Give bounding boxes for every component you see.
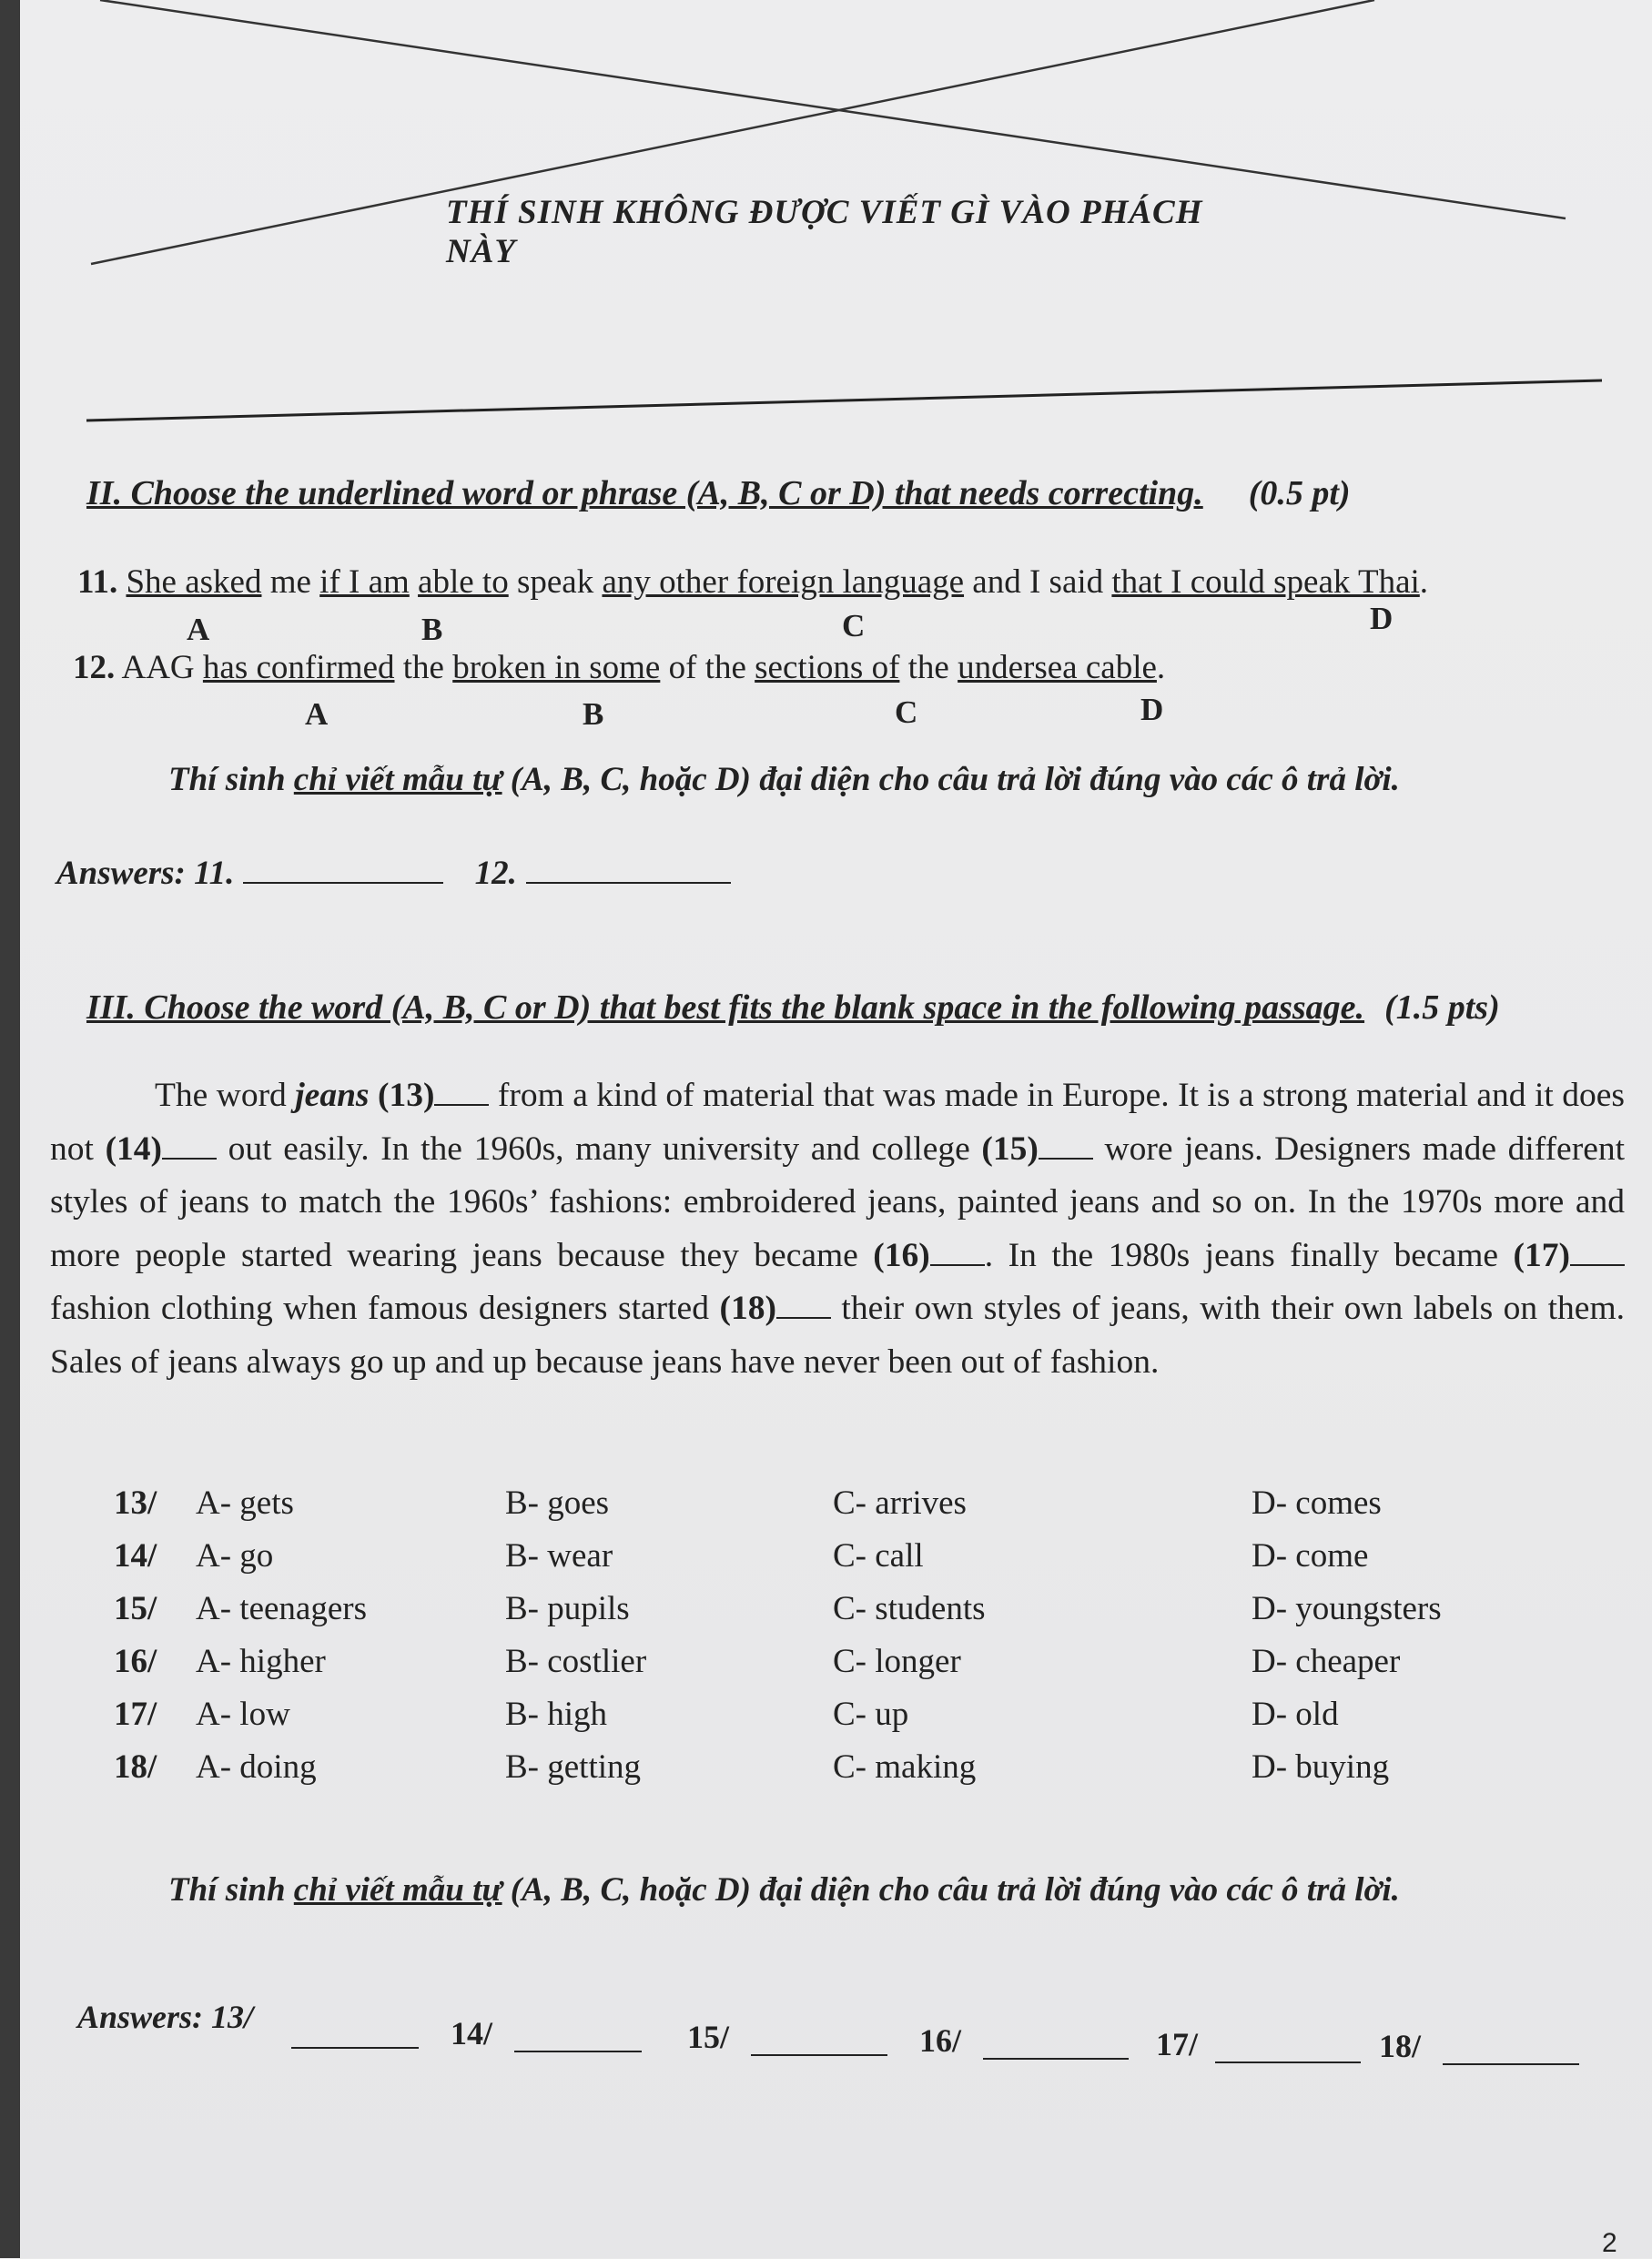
question-12 — [73, 648, 1165, 687]
q12-text: AAG — [121, 649, 203, 686]
option-d[interactable]: D- cheaper — [1252, 1643, 1401, 1680]
answer-blank-14[interactable] — [514, 2049, 642, 2052]
q11-text: . — [1419, 563, 1429, 601]
answers-label-14: 14/ — [451, 2015, 493, 2051]
instruction-text: Thí sinh — [168, 761, 294, 798]
q11-text: me — [261, 563, 320, 601]
option-question-number: 15/ — [114, 1590, 157, 1627]
q12-label-b: B — [583, 696, 604, 732]
q11-label-d: D — [1370, 601, 1394, 636]
q12-option-b-text: broken in some — [452, 649, 661, 686]
q11-option-b2-text: able to — [418, 563, 509, 601]
blank-18[interactable] — [776, 1316, 831, 1319]
instruction-emphasis: chỉ viết mẫu tự — [293, 1871, 502, 1909]
passage-text: . In the 1980s jeans finally became — [984, 1236, 1514, 1274]
question-11-number: 11. — [77, 563, 118, 601]
option-question-number: 17/ — [114, 1696, 157, 1733]
option-d[interactable]: D- youngsters — [1252, 1590, 1442, 1627]
instruction-text: Thí sinh — [168, 1871, 294, 1909]
instruction-text: (A, B, C, hoặc D) đại diện cho câu trả lời đúng vào các ô trả lời. — [502, 1871, 1400, 1909]
page-number: 2 — [1602, 2228, 1617, 2258]
blank-15-label: (15) — [981, 1130, 1039, 1168]
answers-label-16: 16/ — [919, 2022, 962, 2059]
instruction-text: (A, B, C, hoặc D) đại diện cho câu trả lời đúng vào các ô trả lời. — [502, 761, 1400, 798]
section-3-answers — [77, 1998, 1625, 2071]
passage-text: The word — [155, 1077, 296, 1114]
option-a[interactable]: A- higher — [196, 1643, 326, 1680]
section-2-answers — [56, 854, 731, 893]
blank-14-label: (14) — [105, 1130, 163, 1168]
passage-text: fashion clothing when famous designers started — [50, 1290, 720, 1327]
q12-option-a-text: has confirmed — [202, 649, 395, 686]
q12-label-d: D — [1140, 692, 1164, 727]
instruction-emphasis: chỉ viết mẫu tự — [293, 761, 502, 798]
option-c[interactable]: C- making — [833, 1748, 977, 1786]
option-question-number: 18/ — [114, 1748, 157, 1786]
answer-blank-16[interactable] — [983, 2056, 1129, 2060]
q12-label-a: A — [305, 696, 329, 732]
option-b[interactable]: B- high — [505, 1696, 608, 1733]
option-c[interactable]: C- up — [833, 1696, 909, 1733]
section-3-points: (1.5 pts) — [1384, 988, 1500, 1027]
option-a[interactable]: A- go — [196, 1537, 274, 1575]
question-11 — [77, 562, 1428, 602]
options-row-16 — [114, 1642, 1525, 1695]
q12-option-c-text: sections of — [755, 649, 900, 686]
option-c[interactable]: C- call — [833, 1537, 924, 1575]
options-row-18 — [114, 1747, 1525, 1800]
options-row-13 — [114, 1484, 1525, 1536]
option-c[interactable]: C- longer — [833, 1643, 961, 1680]
q11-text: and I said — [964, 563, 1112, 601]
section-2-points: (0.5 pt) — [1248, 474, 1351, 512]
passage-text: wore jeans. Designers made different styles of jeans to match the 1960s’ fashions: embroidered jeans, painted jeans and so on. In the 1970s more and more people started wearing jeans because they became — [50, 1130, 1626, 1274]
blank-14[interactable] — [162, 1157, 217, 1160]
section-2-heading-text: II. Choose the underlined word or phrase (A, B, C or D) that needs correcting. — [86, 474, 1203, 512]
option-d[interactable]: D- old — [1252, 1696, 1339, 1733]
question-12-number: 12. — [73, 649, 116, 686]
section-2-heading — [86, 473, 1351, 513]
q12-text: the — [394, 649, 453, 686]
header-note: THÍ SINH KHÔNG ĐƯỢC VIẾT GÌ VÀO PHÁCH NÀY — [446, 194, 1203, 270]
blank-17-label: (17) — [1513, 1236, 1570, 1274]
answer-blank-11[interactable] — [243, 880, 443, 884]
section-3-heading-text: III. Choose the word (A, B, C or D) that best fits the blank space in the following passage. — [86, 988, 1365, 1027]
answers-label-17: 17/ — [1156, 2026, 1199, 2062]
passage-text: out easily. In the 1960s, many university and college — [217, 1130, 982, 1168]
q11-text — [410, 563, 418, 601]
blank-13[interactable] — [434, 1103, 489, 1106]
section-3-instruction — [168, 1870, 1400, 1910]
q11-label-b: B — [421, 612, 443, 647]
option-b[interactable]: B- wear — [505, 1537, 613, 1575]
blank-16-label: (16) — [873, 1236, 930, 1274]
option-a[interactable]: A- teenagers — [196, 1590, 367, 1627]
option-c[interactable]: C- students — [833, 1590, 986, 1627]
answer-blank-15[interactable] — [751, 2052, 887, 2056]
options-row-17 — [114, 1695, 1525, 1747]
option-c[interactable]: C- arrives — [833, 1484, 967, 1522]
answer-options — [114, 1484, 1525, 1800]
q12-text: of the — [660, 649, 755, 686]
option-a[interactable]: A- doing — [196, 1748, 317, 1786]
q12-label-c: C — [895, 694, 918, 730]
section-2-instruction — [168, 760, 1400, 799]
section-3-heading — [86, 988, 1500, 1028]
answers-label: Answers: 11. — [56, 855, 235, 892]
q11-option-a-text: She asked — [126, 563, 262, 601]
q11-option-c-text: any other foreign language — [602, 563, 965, 601]
q11-option-b-text: if I am — [319, 563, 410, 601]
answers-label-12: 12. — [474, 855, 517, 892]
passage-text: their own styles of jeans, with their own labels on them. Sales of jeans always go up and up because jeans have never been out of fashion. — [50, 1290, 1625, 1381]
q11-text: speak — [508, 563, 603, 601]
q12-text: the — [899, 649, 958, 686]
option-b[interactable]: B- pupils — [505, 1590, 630, 1627]
answers-label-15: 15/ — [687, 2019, 730, 2055]
blank-15[interactable] — [1039, 1157, 1093, 1160]
passage-keyword: jeans — [295, 1077, 370, 1114]
option-a[interactable]: A- low — [196, 1696, 290, 1733]
options-row-15 — [114, 1589, 1525, 1642]
option-d[interactable]: D- come — [1252, 1537, 1369, 1575]
q11-label-a: A — [187, 612, 210, 647]
reading-passage — [50, 1069, 1625, 1389]
q12-option-d-text: undersea cable — [958, 649, 1157, 686]
blank-17[interactable] — [1570, 1263, 1625, 1266]
option-b[interactable]: B- costlier — [505, 1643, 647, 1680]
answer-blank-17[interactable] — [1215, 2060, 1361, 2063]
q11-option-d-text: that I could speak Thai — [1111, 563, 1420, 601]
passage-text: from a kind of material that was made in Europe. It is a strong material and it does not — [50, 1077, 1626, 1168]
answers-label: Answers: 13/ — [77, 1999, 254, 2035]
option-b[interactable]: B- getting — [505, 1748, 642, 1786]
answer-blank-18[interactable] — [1443, 2061, 1579, 2065]
blank-18-label: (18) — [719, 1290, 776, 1327]
q12-text: . — [1156, 649, 1166, 686]
q11-label-c: C — [842, 608, 866, 643]
option-b[interactable]: B- goes — [505, 1484, 610, 1522]
options-row-14 — [114, 1536, 1525, 1589]
answer-blank-12[interactable] — [526, 880, 731, 884]
option-a[interactable]: A- gets — [196, 1484, 294, 1522]
option-question-number: 13/ — [114, 1484, 157, 1522]
blank-13-label: (13) — [377, 1077, 435, 1114]
option-question-number: 14/ — [114, 1537, 157, 1575]
blank-16[interactable] — [930, 1263, 985, 1266]
option-d[interactable]: D- comes — [1252, 1484, 1382, 1522]
option-question-number: 16/ — [114, 1643, 157, 1680]
answer-blank-13[interactable] — [291, 2045, 419, 2049]
option-d[interactable]: D- buying — [1252, 1748, 1390, 1786]
answers-label-18: 18/ — [1379, 2028, 1422, 2064]
